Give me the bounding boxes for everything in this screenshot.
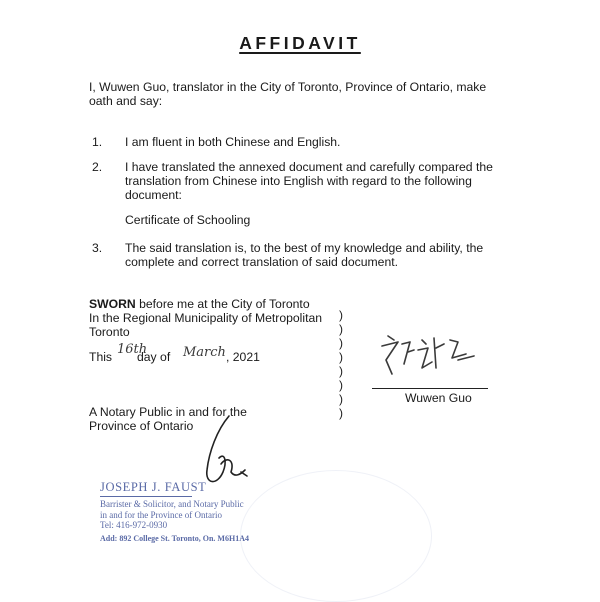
faint-seal-mark: [240, 470, 432, 602]
stamp-tel: Tel: 416-972-0930: [100, 520, 168, 530]
month-handwritten: March: [183, 345, 226, 360]
paren: ): [339, 406, 343, 420]
document-name: Certificate of Schooling: [125, 213, 251, 227]
paren: ): [339, 364, 343, 378]
item-number: 2.: [92, 160, 103, 174]
signature-line: [372, 388, 488, 389]
stamp-address: Add: 892 College St. Toronto, On. M6H1A4: [100, 533, 249, 543]
day-of-label: day of: [137, 350, 171, 364]
title-text: AFFIDAVIT: [239, 33, 361, 53]
sworn-bold: SWORN: [89, 297, 136, 311]
stamp-name: JOSEPH J. FAUST: [100, 480, 207, 494]
item-number: 3.: [92, 241, 103, 255]
sworn-line-1: [89, 297, 310, 311]
document-title: [0, 33, 600, 54]
year-text: , 2021: [226, 350, 260, 364]
translator-signature-icon: [372, 330, 492, 385]
notary-line-2: Province of Ontario: [89, 419, 194, 433]
stamp-rule: [100, 496, 192, 497]
paren: ): [339, 308, 343, 322]
day-handwritten: 16th: [117, 342, 148, 357]
paren: ): [339, 378, 343, 392]
sworn-line-2: In the Regional Municipality of Metropolitan: [89, 311, 323, 325]
translator-name: Wuwen Guo: [405, 391, 472, 405]
stamp-line-2: in and for the Province of Ontario: [100, 509, 222, 520]
sworn-rest: before me at the City of Toronto: [135, 297, 310, 311]
paren: ): [339, 350, 343, 364]
sworn-line-3: Toronto: [89, 325, 130, 339]
item-text: The said translation is, to the best of my knowledge and ability, the complete and correct translation of said document.: [125, 241, 484, 269]
paren: ): [339, 336, 343, 350]
intro-paragraph: I, Wuwen Guo, translator in the City of Toronto, Province of Ontario, make oath and say:: [89, 80, 487, 108]
notary-stamp: [100, 480, 249, 543]
stamp-line-1: Barrister & Solicitor, and Notary Public: [100, 499, 244, 509]
paren: ): [339, 322, 343, 336]
item-text: I have translated the annexed document and carefully compared the translation from Chinese into English with regard to the following document:: [125, 160, 493, 202]
item-number: 1.: [92, 135, 103, 149]
paren: ): [339, 392, 343, 406]
notary-line-1: A Notary Public in and for the: [89, 405, 247, 419]
date-this-label: This: [89, 350, 113, 364]
item-text: I am fluent in both Chinese and English.: [125, 135, 341, 149]
